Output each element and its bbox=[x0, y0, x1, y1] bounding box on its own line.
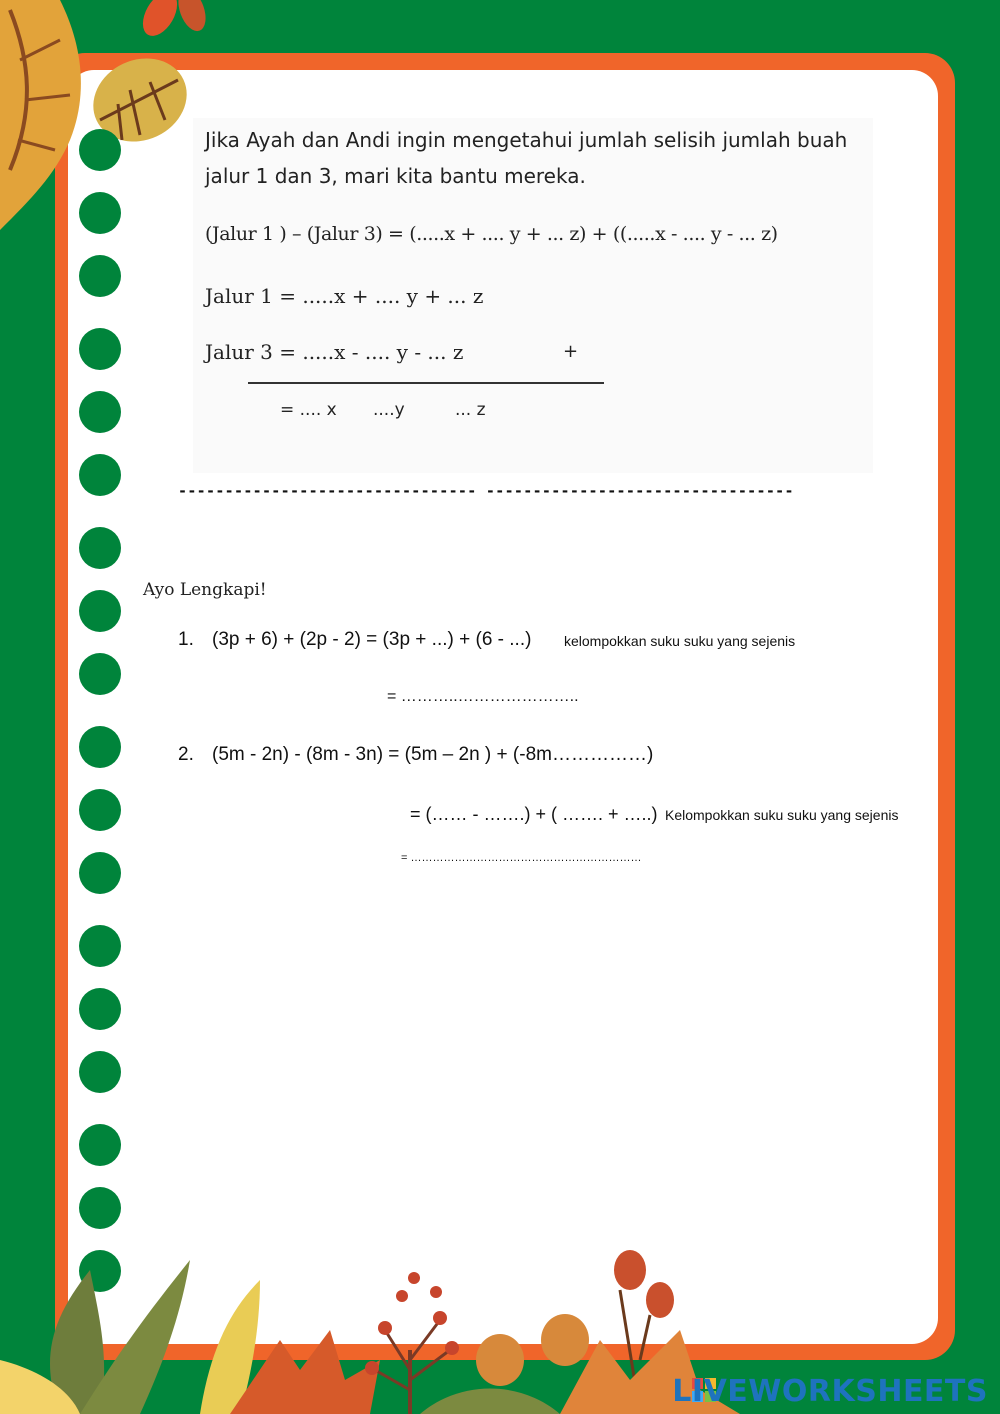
question-1-answer-field[interactable]: = ………..………………….. bbox=[387, 688, 579, 705]
binder-dot bbox=[79, 726, 121, 768]
question-1-number: 1. bbox=[178, 629, 194, 650]
binder-dot bbox=[79, 789, 121, 831]
binder-dot bbox=[79, 988, 121, 1030]
question-2-answer-field[interactable]: = ……………………………………………………… bbox=[401, 852, 642, 864]
binder-dot bbox=[79, 129, 121, 171]
binder-dot bbox=[79, 391, 121, 433]
question-2-step[interactable]: = (…… - …….) + ( ……. + …..) bbox=[410, 804, 658, 824]
binder-dot bbox=[79, 925, 121, 967]
binder-dot bbox=[79, 590, 121, 632]
binder-dot bbox=[79, 1187, 121, 1229]
equation-jalur-1: Jalur 1 = .....x + .... y + ... z bbox=[205, 284, 484, 308]
binder-dot bbox=[79, 527, 121, 569]
liveworksheets-wordmark[interactable]: LIVEWORKSHEETS bbox=[672, 1374, 988, 1409]
binder-dot bbox=[79, 192, 121, 234]
exercise-heading: Ayo Lengkapi! bbox=[143, 580, 267, 600]
question-2-hint: Kelompokkan suku suku yang sejenis bbox=[665, 807, 899, 823]
dashed-separator: -------------------------------- --------------------------------- bbox=[178, 482, 794, 500]
binder-dot bbox=[79, 852, 121, 894]
intro-line-1: Jika Ayah dan Andi ingin mengetahui jumlah selisih jumlah buah bbox=[205, 128, 848, 152]
question-2-number: 2. bbox=[178, 744, 194, 765]
intro-line-2: jalur 1 dan 3, mari kita bantu mereka. bbox=[205, 164, 586, 188]
result-z: ... z bbox=[455, 400, 486, 420]
binder-dot bbox=[79, 328, 121, 370]
sum-underline bbox=[248, 382, 604, 384]
question-2-expression: (5m - 2n) - (8m - 3n) = (5m – 2n ) + (-8m……………) bbox=[212, 744, 654, 765]
binder-dot bbox=[79, 1124, 121, 1166]
result-y: ....y bbox=[373, 400, 405, 420]
binder-dot bbox=[79, 1051, 121, 1093]
binder-dot bbox=[79, 255, 121, 297]
equation-plus-sign: + bbox=[563, 341, 579, 362]
equation-main: (Jalur 1 ) – (Jalur 3) = (.....x + .... y + ... z) + ((.....x - .... y - ... z) bbox=[205, 223, 778, 245]
question-1-expression: (3p + 6) + (2p - 2) = (3p + ...) + (6 - ...) bbox=[212, 629, 532, 650]
binder-dot bbox=[79, 454, 121, 496]
equation-jalur-3: Jalur 3 = .....x - .... y - ... z bbox=[205, 340, 464, 364]
question-1-hint: kelompokkan suku suku yang sejenis bbox=[564, 633, 796, 649]
binder-dot bbox=[79, 653, 121, 695]
result-x: = .... x bbox=[280, 400, 337, 420]
